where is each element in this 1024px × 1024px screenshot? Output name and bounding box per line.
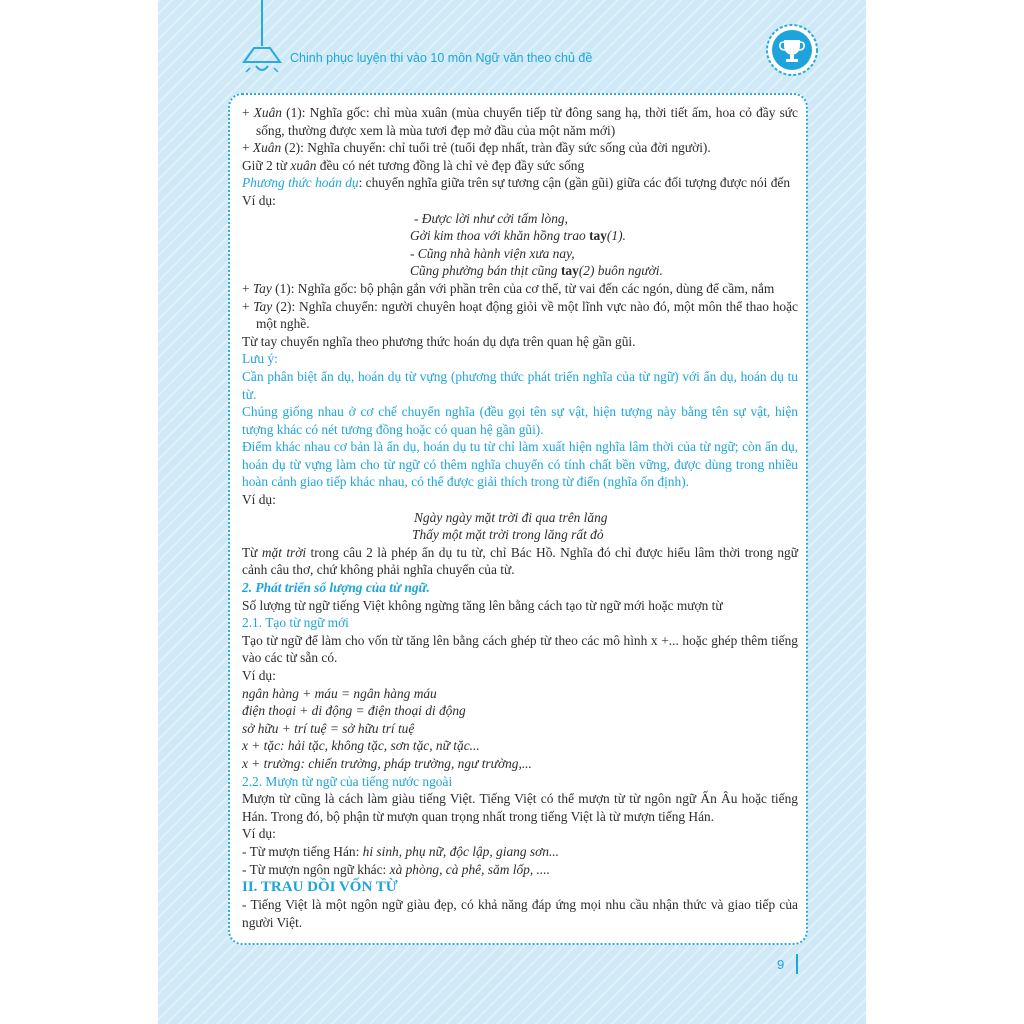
verse-line: Thấy một mặt trời trong lăng rất đỏ <box>412 527 604 543</box>
note-paragraph: Điểm khác nhau cơ bản là ẩn dụ, hoán dụ tu từ chỉ làm xuất hiện nghĩa lâm thời của từ ngữ; còn ẩn dụ, hoán dụ từ vựng làm cho từ ngữ có thêm nghĩa chuyển có tính chất bền vững, được dùng trong nhiều hoàn cảnh giao tiếp khác nhau, có thể được giải thích trong từ điển (nghĩa ổn định). <box>242 439 798 490</box>
example-label: Ví dụ: <box>242 826 276 842</box>
meaning-xuan-1: + Xuân (1): Nghĩa gốc: chỉ mùa xuân (mùa chuyển tiếp từ đông sang hạ, thời tiết ấm, hoa cỏ đầy sức sống, thường được xem là mùa tươi đẹp mở đầu của một năm mới) <box>242 105 798 138</box>
example-item: x + trường: chiến trường, pháp trường, ngư trường,... <box>242 755 532 771</box>
section-2-2-title: 2.2. Mượn từ ngữ của tiếng nước ngoài <box>242 773 453 789</box>
section-2-1-text: Tạo từ ngữ để làm cho vốn từ tăng lên bằng cách ghép từ theo các mô hình x +... hoặc ghép thêm tiếng vào các từ sẵn có. <box>242 632 798 666</box>
example-item: x + tặc: hải tặc, không tặc, sơn tặc, nữ tặc... <box>242 738 480 754</box>
example-label: Ví dụ: <box>242 192 276 208</box>
note-paragraph: Cần phân biệt ẩn dụ, hoán dụ từ vựng (phương thức phát triển nghĩa của từ ngữ) với ẩn dụ, hoán dụ tu từ. <box>242 368 798 402</box>
meaning-xuan-2: + Xuân (2): Nghĩa chuyển: chỉ tuổi trẻ (tuổi đẹp nhất, tràn đầy sức sống của đời người). <box>242 140 711 156</box>
mat-troi-explanation: Từ mặt trời trong câu 2 là phép ẩn dụ tu từ, chỉ Bác Hồ. Nghĩa đó chỉ được hiểu lâm thời trong ngữ cảnh câu thơ, chứ không phải nghĩa chuyển của từ. <box>242 544 798 578</box>
verse-line: Ngày ngày mặt trời đi qua trên lăng <box>414 509 608 525</box>
note-paragraph: Chúng giống nhau ở cơ chế chuyển nghĩa (đều gọi tên sự vật, hiện tượng này bằng tên sự vật, hiện tượng khác có nét tương đồng hoặc có quan hệ gần gũi). <box>242 404 798 437</box>
content-body <box>242 104 798 931</box>
example-label: Ví dụ: <box>242 668 276 683</box>
borrowed-other: - Từ mượn ngôn ngữ khác: xà phòng, cà phê, săm lốp, .... <box>242 861 550 877</box>
section-2-2-text: Mượn từ cũng là cách làm giàu tiếng Việt. Tiếng Việt có thể mượn từ từ ngôn ngữ Ấn Âu hoặc tiếng Hán. Trong đó, bộ phận từ mượn quan trọng nhất trong tiếng Việt là từ mượn tiếng Hán. <box>242 791 798 824</box>
meaning-tay-2: + Tay (2): Nghĩa chuyển: người chuyên hoạt động giỏi về một lĩnh vực nào đó, một môn thể thao hoặc một nghề. <box>242 298 798 332</box>
page-number: 9 <box>777 957 785 972</box>
verse-line: - Được lời như cởi tấm lòng, <box>414 210 568 226</box>
example-label: Ví dụ: <box>242 492 276 508</box>
section-2-title: 2. Phát triển số lượng của từ ngữ. <box>242 580 430 596</box>
tay-summary: Từ tay chuyển nghĩa theo phương thức hoán dụ dựa trên quan hệ gần gũi. <box>242 333 636 349</box>
verse-line: - Cũng nhà hành viện xưa nay, <box>410 245 575 261</box>
lamp-icon <box>232 0 292 80</box>
note-title: Lưu ý: <box>242 351 278 367</box>
example-item: ngân hàng + máu = ngân hàng máu <box>242 685 437 701</box>
example-item: điện thoại + di động = điện thoại di động <box>242 703 466 719</box>
hoan-du-definition: Phương thức hoán dụ: chuyển nghĩa giữa trên sự tương cận (gần gũi) giữa các đối tượng được nói đến <box>242 175 791 191</box>
verse-line: Gởi kim thoa với khăn hồng trao tay(1). <box>410 228 626 244</box>
part-2-title: II. TRAU DỒI VỐN TỪ <box>242 879 398 896</box>
meaning-tay-1: + Tay (1): Nghĩa gốc: bộ phận gắn với phần trên của cơ thể, từ vai đến các ngón, dùng để cầm, nắm <box>242 280 775 296</box>
page-number-bar <box>796 954 798 974</box>
example-item: sở hữu + trí tuệ = sở hữu trí tuệ <box>242 720 415 736</box>
verse-line: Cũng phường bán thịt cũng tay(2) buôn người. <box>410 263 663 279</box>
part-2-text: - Tiếng Việt là một ngôn ngữ giàu đẹp, có khả năng đáp ứng mọi nhu cầu nhận thức và giao tiếp của người Việt. <box>242 897 798 930</box>
borrowed-han: - Từ mượn tiếng Hán: hi sinh, phụ nữ, độc lập, giang sơn... <box>242 843 559 859</box>
xuan-summary: Giữ 2 từ xuân đều có nét tương đồng là chỉ vẻ đẹp đầy sức sống <box>242 157 585 173</box>
trophy-icon <box>766 24 818 76</box>
section-2-intro: Số lượng từ ngữ tiếng Việt không ngừng tăng lên bằng cách tạo từ ngữ mới hoặc mượn từ <box>242 597 723 613</box>
header-title: Chinh phục luyện thi vào 10 môn Ngữ văn theo chủ đề <box>290 51 593 65</box>
section-2-1-title: 2.1. Tạo từ ngữ mới <box>242 615 349 631</box>
